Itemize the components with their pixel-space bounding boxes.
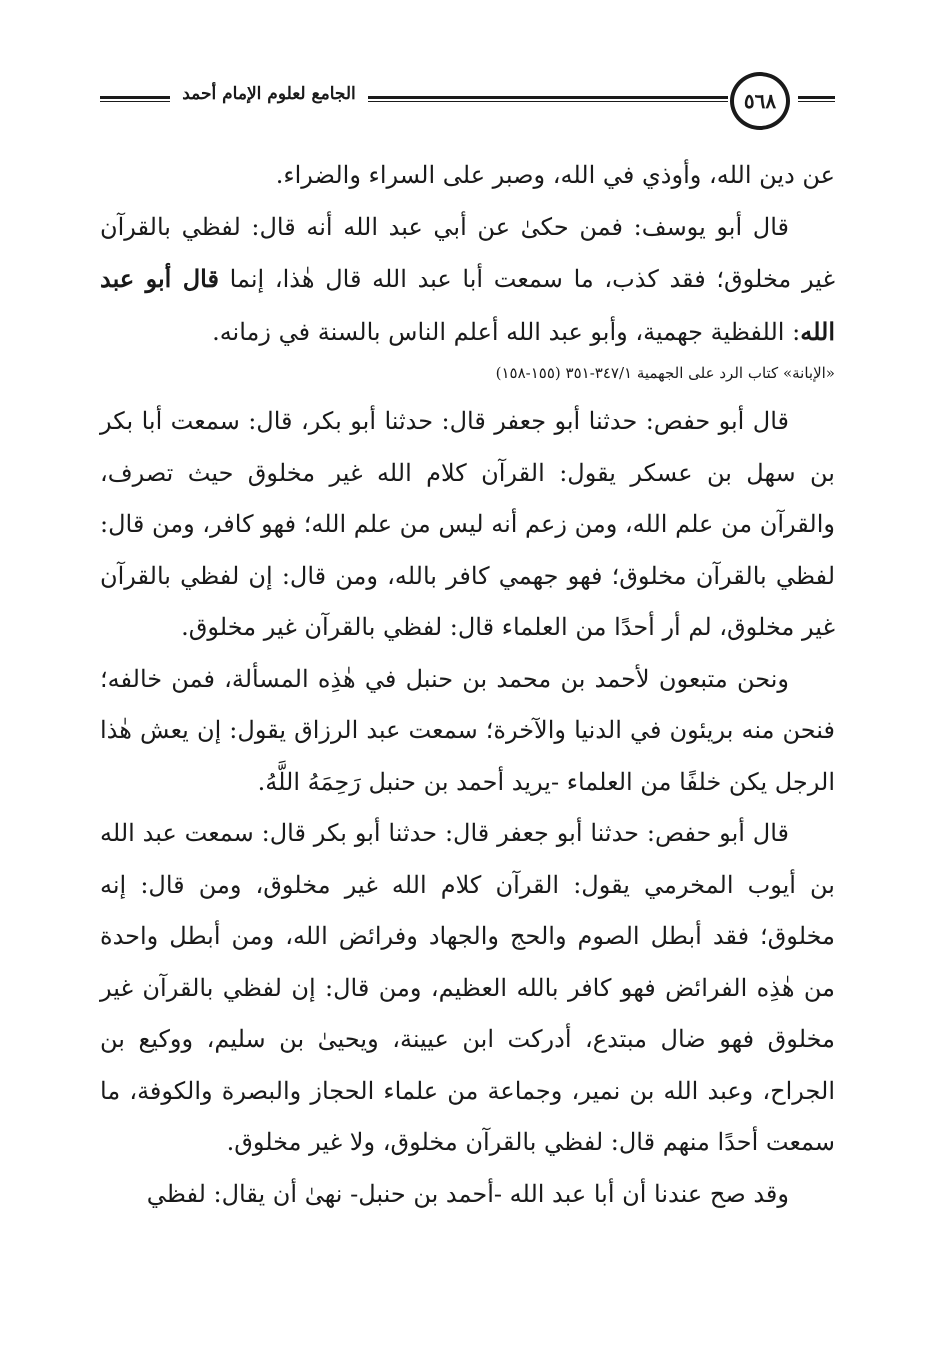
paragraph-6: وقد صح عندنا أن أبا عبد الله -أحمد بن حنبل- نهىٰ أن يقال: لفظي	[146, 1179, 789, 1208]
paragraph-3: قال أبو حفص: حدثنا أبو جعفر قال: حدثنا أبو بكر، قال: سمعت أبا بكر بن سهل بن عسكر يقول: القرآن كلام الله غير مخلوق حيث تصرف، والقرآن من علم الله، ومن زعم أنه ليس من علم الله؛ فهو كافر، ومن قال: لفظي بالقرآن مخلوق؛ فهو جهمي كافر بالله، ومن قال: إن لفظي بالقرآن غير مخلوق، لم أر أحدًا من العلماء قال: لفظي بالقرآن غير مخلوق.	[100, 407, 836, 641]
paragraph-2-bold: قال أبو عبد الله	[100, 264, 835, 346]
source-citation: «الإبانة» كتاب الرد على الجهمية ٣٤٧/١-٣٥١ (١٥٥-١٥٨)	[495, 364, 835, 382]
paragraph-1: عن دين الله، وأوذي في الله، وصبر على السراء والضراء.	[275, 161, 835, 189]
paragraph-5: قال أبو حفص: حدثنا أبو جعفر قال: حدثنا أبو بكر قال: سمعت عبد الله بن أيوب المخرمي يقول: القرآن كلام الله غير مخلوق، ومن قال: إنه مخلوق؛ فقد أبطل الصوم والحج والجهاد وفرائض الله، ومن أبطل واحدة من هٰذِه الفرائض فهو كافر بالله العظيم، ومن قال: إن لفظي بالقرآن غير مخلوق فهو ضال مبتدع، أدركت ابن عيينة، ويحيىٰ بن سليم، ووكيع بن الجراح، وعبد الله بن نمير، وجماعة من علماء الحجاز والبصرة والكوفة، ما سمعت أحدًا منهم قال: لفظي بالقرآن مخلوق، ولا غير مخلوق.	[100, 819, 835, 1156]
paragraph-2-text-b: : اللفظية جهمية، وأبو عبد الله أعلم الناس بالسنة في زمانه.	[212, 317, 801, 346]
page-number: ٥٦٨	[730, 72, 790, 130]
header-rule-left	[100, 96, 170, 104]
header-rule-right	[798, 96, 835, 104]
paragraph-2	[100, 202, 835, 359]
header-title: الجامع لعلوم الإمام أحمد	[182, 84, 356, 104]
page-header	[100, 72, 835, 132]
paragraph-4: ونحن متبعون لأحمد بن محمد بن حنبل في هٰذِه المسألة، فمن خالفه؛ فنحن منه بريئون في الدنيا والآخرة؛ سمعت عبد الرزاق يقول: إن يعش هٰذا الرجل يكن خلفًا من العلماء -يريد أحمد بن حنبل رَحِمَهُ اللَّهُ.	[100, 664, 835, 796]
paragraph-2-text-a: قال أبو يوسف: فمن حكىٰ عن أبي عبد الله أنه قال: لفظي بالقرآن غير مخلوق؛ فقد كذب، ما سمعت أبا عبد الله قال هٰذا، إنما	[100, 212, 836, 293]
page-body	[100, 150, 835, 1220]
header-rule-middle	[368, 96, 728, 104]
